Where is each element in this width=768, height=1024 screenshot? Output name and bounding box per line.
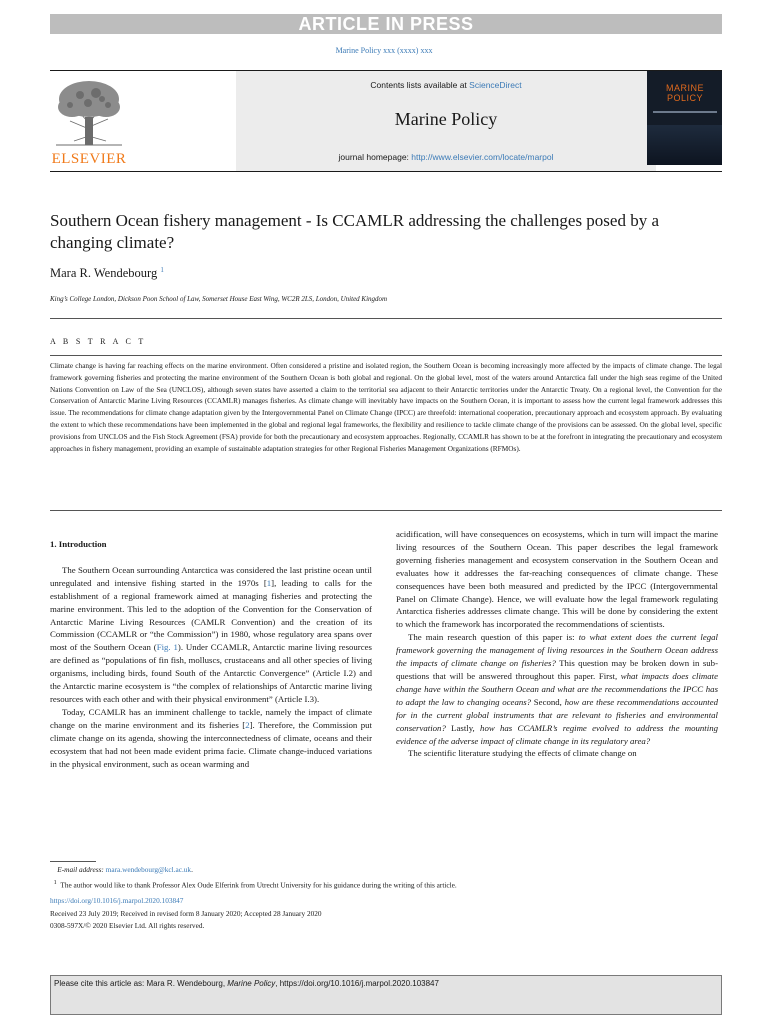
divider bbox=[50, 318, 722, 319]
journal-name: Marine Policy bbox=[394, 109, 498, 129]
email-link[interactable]: mara.wendebourg@kcl.ac.uk bbox=[105, 865, 192, 874]
journal-homepage bbox=[236, 152, 656, 162]
cover-subtitle-bar bbox=[653, 111, 717, 113]
divider bbox=[50, 510, 722, 511]
article-in-press-banner: ARTICLE IN PRESS bbox=[50, 14, 722, 34]
article-title: Southern Ocean fishery management - Is CCAMLR addressing the challenges posed by a changing climate? bbox=[50, 211, 660, 252]
author-footnote-mark[interactable]: 1 bbox=[160, 266, 164, 274]
elsevier-logo bbox=[50, 77, 128, 165]
homepage-prefix: journal homepage: bbox=[338, 152, 412, 162]
footnote-divider bbox=[50, 861, 96, 862]
reference-link[interactable]: 1 bbox=[266, 577, 272, 588]
contents-prefix: Contents lists available at bbox=[370, 80, 470, 90]
journal-info-box bbox=[236, 71, 656, 171]
journal-header bbox=[50, 70, 722, 172]
copyright: 0308-597X/© 2020 Elsevier Ltd. All rights reserved. bbox=[50, 921, 205, 931]
section-heading: 1. Introduction bbox=[50, 539, 107, 549]
received-dates: Received 23 July 2019; Received in revised form 8 January 2020; Accepted 28 January 2020 bbox=[50, 908, 322, 918]
body-column-right bbox=[396, 528, 718, 760]
abstract-text: Climate change is having far reaching effects on the marine environment. Often considered a pristine and isolated region, the Southern Ocean is becoming increasingly more affected by the impacts of climate change. The legal framework governing fisheries and protecting the marine environment of the Southern Ocean is both global and regional. On the global level, most of the waters around Antarctica fall under the high seas regime of the United Nations Convention on Law of the Sea (UNCLOS), although seven states have asserted a claim to the territorial sea adjacent to their Antarctic territories under the Antarctic Treaty. On a regional level, the Convention for the Conservation of Antarctic Marine Living Resources (CCAMLR) manages fisheries. As climate change will inevitably have impacts on the Southern Ocean, it is important to assess how the current legal framework addresses this issue. The recommendations for climate change adaptation given by the Intergovernmental Panel on Climate Change (IPCC) are threefold: international cooperation, precautionary approach and ecosystem approach. By evaluating the extent to which these recommendations have been implemented in the global and regional legal frameworks, the flexibility and resilience to tackle climate change of the provisions can be assessed. On the global level, specific provisions from UNCLOS and the Fish Stock Agreement (FSA) provide for both the precautionary and ecosystem approaches. Regionally, CCAMLR has shown to be at the forefront in integrating the precautionary and ecosystem approaches in fishery management, providing an example of sustainable adaptation strategies for other Regional Fisheries Management Organizations (RFMOs). bbox=[50, 361, 722, 453]
elsevier-tree-icon bbox=[50, 77, 128, 147]
paragraph: acidification, will have consequences on ecosystems, which in turn will impact the marine living resources of the Southern Ocean. This paper describes the legal framework governing fisheries management and ecosystem conservation in the Southern Ocean and evaluates how it addresses the far-reaching consequences of climate change. These consequences have been both measured and predicted by the IPCC (Intergovernmental Panel on Climate Change). Hence, we will evaluate how the legal framework regulating Antarctica fisheries addresses climate change. This will be done by considering the extent to which the framework has incorporated the recommendations of scientists. bbox=[396, 529, 718, 630]
paragraph: The Southern Ocean surrounding Antarctica was considered the last pristine ocean until unregulated and intensive fishing started in the 1970s [1], leading to calls for the establishment of a regional framework aimed at managing fisheries and protecting the marine environment. This led to the adoption of the Convention for the Conservation of Antarctic Marine Living Resources (CAMLR Convention) and the creation of its Commission (CCAMLR or “the Commission”) in 1980, whose regulatory area spans over most of the Southern Ocean (Fig. 1). Under CCAMLR, Antarctic marine living resources are defined as “populations of fin fish, molluscs, crustaceans and all other species of living organisms, including birds, found South of the Antarctic Convergence” (Article I.2) and the Antarctic marine ecosystem is “the complex of relationships of Antarctic marine living resources with each other and with their physical environment” (Article I.3). bbox=[50, 564, 372, 704]
divider bbox=[50, 355, 722, 356]
abstract-heading: A B S T R A C T bbox=[50, 337, 147, 346]
journal-reference[interactable]: Marine Policy xxx (xxxx) xxx bbox=[335, 46, 433, 55]
author-name[interactable]: Mara R. Wendebourg bbox=[50, 266, 158, 281]
reference-link[interactable]: 2 bbox=[245, 719, 250, 730]
doi-link[interactable]: https://doi.org/10.1016/j.marpol.2020.103847 bbox=[50, 896, 184, 906]
body-column-left bbox=[50, 538, 372, 770]
figure-link[interactable]: Fig. 1 bbox=[156, 642, 178, 653]
paragraph: Today, CCAMLR has an imminent challenge to tackle, namely the impact of climate change on the marine environment and its fisheries [2]. Therefore, the Commission put climate change on its agenda, showing the interconnectedness of climate, oceans and their ecosystem that had not been made evident prima facie. Climate change-induced variations in the physical environment, such as ocean warming and bbox=[50, 706, 372, 769]
citation-box: Please cite this article as: Mara R. Wendebourg, Marine Policy, https://doi.org/10.1016/j.marpol.2020.103847 bbox=[50, 975, 722, 1015]
paragraph: The scientific literature studying the effects of climate change on bbox=[408, 748, 637, 759]
paragraph: The main research question of this paper is: to what extent does the current legal framework governing the management of living resources in the Southern Ocean address the impacts of climate change on fisheries? This question may be broken down in sub-questions that will be answered throughout this paper. First, what impacts does climate change have within the Southern Ocean and what are the recommendations the IPCC has to adapt the law to changing oceans? Second, how are these recommendations accounted for in the current global instruments that are relevant to fisheries and environmental conservation? Lastly, how has CCAMLR’s regime evolved to address the mounting evidence of the adverse impact of climate change in its regulatory area? bbox=[396, 632, 718, 746]
elsevier-wordmark: ELSEVIER bbox=[51, 151, 127, 167]
cover-title: MARINE POLICY bbox=[665, 83, 704, 103]
cover-background bbox=[647, 125, 722, 165]
footnotes bbox=[50, 864, 722, 933]
author-footnote: $^1$ The author would like to thank Professor Alex Oude Elferink from Utrecht University for his guidance during the writing of this article. bbox=[53, 879, 457, 889]
homepage-link[interactable]: http://www.elsevier.com/locate/marpol bbox=[411, 152, 554, 162]
sciencedirect-link[interactable]: ScienceDirect bbox=[469, 80, 522, 90]
journal-cover-image bbox=[647, 71, 722, 165]
email-footnote: E-mail address: mara.wendebourg@kcl.ac.uk. bbox=[57, 865, 193, 874]
author-affiliation: King’s College London, Dickson Poon School of Law, Somerset House East Wing, WC2R 2LS, London, United Kingdom bbox=[50, 295, 388, 303]
contents-line bbox=[236, 80, 656, 90]
author-line bbox=[50, 266, 164, 281]
